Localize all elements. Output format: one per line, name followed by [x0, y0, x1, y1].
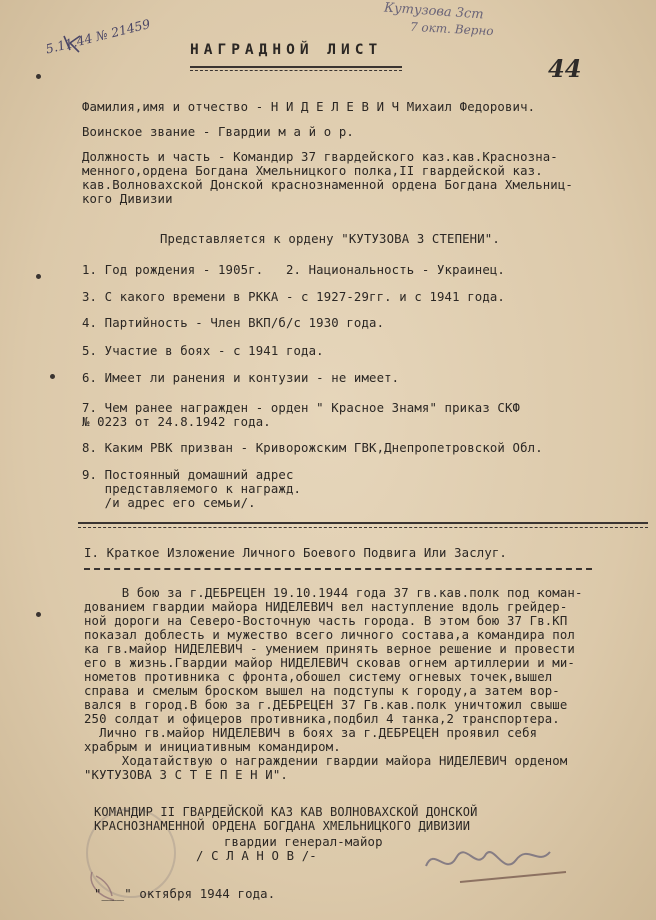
handwritten-signature — [420, 836, 570, 896]
narrative-line: ка гв.майор НИДЕЛЕВИЧ - умением принять верное решение и провести — [84, 642, 575, 656]
post-line: кав.Волновахской Донской краснознаменной ордена Богдана Хмельниц- — [82, 178, 573, 192]
margin-mark — [50, 374, 55, 379]
item-9-cont: /и адрес его семьи/. — [82, 496, 256, 510]
title-underline-2 — [190, 70, 402, 71]
item-4: 4. Партийность - Член ВКП/б/с 1930 года. — [82, 316, 385, 330]
signature-commander-line-1: КОМАНДИР II ГВАРДЕЙСКОЙ КАЗ КАВ ВОЛНОВАХСКОЙ ДОНСКОЙ — [94, 805, 478, 819]
signature-commander-line-2: КРАСНОЗНАМЕННОЙ ОРДЕНА БОГДАНА ХМЕЛЬНИЦКОГО ДИВИЗИИ — [94, 819, 471, 833]
document-title: НАГРАДНОЙ ЛИСТ — [190, 42, 383, 58]
section-heading: I. Краткое Изложение Личного Боевого Подвига Или Заслуг. — [84, 546, 507, 560]
margin-mark — [36, 612, 41, 617]
post-line: Должность и часть - Командир 37 гвардейского каз.кав.Краснозна- — [82, 150, 558, 164]
date-line: "___" октября 1944 года. — [94, 887, 276, 901]
item-7: 7. Чем ранее награжден - орден " Красное Знамя" приказ СКФ — [82, 401, 521, 415]
post-line: кого Дивизии — [82, 192, 173, 206]
section-separator-2 — [78, 527, 648, 528]
narrative-line: храбрым и инициативным командиром. — [84, 740, 341, 754]
narrative-line: показал доблесть и мужество всего личного состава,а командира пол — [84, 628, 575, 642]
post-line: менного,ордена Богдана Хмельницкого полка,II гвардейской каз. — [82, 164, 543, 178]
margin-mark — [36, 274, 41, 279]
narrative-line: 250 солдат и офицеров противника,подбил 4 танка,2 транспортера. — [84, 712, 560, 726]
nominated-line: Представляется к ордену "КУТУЗОВА 3 СТЕПЕНИ". — [160, 232, 500, 246]
item-5: 5. Участие в боях - с 1941 года. — [82, 344, 324, 358]
item-9: 9. Постоянный домашний адрес — [82, 468, 294, 482]
rank-line: Воинское звание - Гвардии м а й о р. — [82, 125, 354, 139]
item-6: 6. Имеет ли ранения и контузии - не имеет. — [82, 371, 400, 385]
top-handwritten-note-2: 7 окт. Верно — [409, 19, 494, 39]
item-3: 3. С какого времени в РККА - с 1927-29гг. и с 1941 года. — [82, 290, 505, 304]
narrative-line: Лично гв.майор НИДЕЛЕВИЧ в боях за г.ДЕБРЕЦЕН проявил себя — [84, 726, 538, 740]
narrative-line: "КУТУЗОВА 3 С Т Е П Е Н И". — [84, 768, 288, 782]
page-number: 44 — [548, 54, 582, 83]
section-heading-underline — [84, 568, 592, 570]
narrative-line: вался в город.В бою за г.ДЕБРЕЦЕН 37 Гв.кав.полк уничтожил свыше — [84, 698, 568, 712]
top-handwritten-note: Кутузова 3ст — [383, 0, 485, 23]
narrative-line: ной дороги на Северо-Восточную часть города. В этом бою 37 Гв.КП — [84, 614, 568, 628]
narrative-line: дованием гвардии майора НИДЕЛЕВИЧ вел наступление вдоль грейдер- — [84, 600, 568, 614]
item-8: 8. Каким РВК призван - Криворожским ГВК,Днепропетровской Обл. — [82, 441, 543, 455]
signature-name: / С Л А Н О В /- — [196, 849, 317, 863]
name-line: Фамилия,имя и отчество - Н И Д Е Л Е В И Ч Михаил Федорович. — [82, 100, 536, 114]
margin-mark — [36, 74, 41, 79]
registration-number: 5.11.44 № 21459 — [44, 16, 152, 57]
signature-rank: гвардии генерал-майор — [224, 835, 383, 849]
narrative-line: его в жизнь.Гвардии майор НИДЕЛЕВИЧ сковав огнем артиллерии и ми- — [84, 656, 575, 670]
section-separator — [78, 522, 648, 524]
narrative-line: Ходатайствую о награждении гвардии майора НИДЕЛЕВИЧ орденом — [84, 754, 568, 768]
narrative-line: справа и смелым броском вышел на подступы к городу,а затем вор- — [84, 684, 560, 698]
item-9-cont: представляемого к награжд. — [82, 482, 302, 496]
narrative-line: нометов противника с фронта,обошел систему огневых точек,вышел — [84, 670, 553, 684]
item-1: 1. Год рождения - 1905г. 2. Национальность - Украинец. — [82, 263, 505, 277]
registration-check-mark — [62, 34, 82, 56]
title-underline — [190, 66, 402, 68]
narrative-line: В бою за г.ДЕБРЕЦЕН 19.10.1944 года 37 гв.кав.полк под коман- — [84, 586, 583, 600]
item-7-cont: № 0223 от 24.8.1942 года. — [82, 415, 271, 429]
